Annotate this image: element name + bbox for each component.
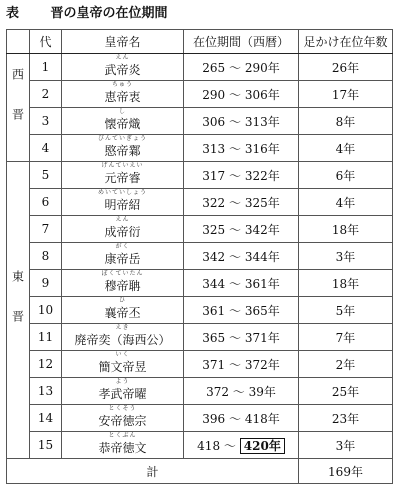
emperor-name-cell [62,108,184,135]
reign-end-year: 342 [244,222,268,237]
name-ruby: びんていぎょう [97,135,147,142]
reign-end [245,196,280,210]
reign-start: 344 [202,276,226,291]
reign-tilde: 〜 [228,195,241,210]
reign-end [245,88,280,102]
emperor-name: 安帝徳宗 [98,414,147,428]
reign-years: 26年 [299,54,393,81]
reign-period [184,135,299,162]
year-suffix: 年 [267,195,280,210]
emperor-name-cell [62,405,184,432]
reign-start: 372 [206,384,229,399]
emperor-name-cell [62,162,184,189]
name-ruby: えん [115,216,130,223]
year-suffix: 年 [263,384,276,399]
name-ruby: えき [115,324,130,331]
reign-end [245,412,280,426]
reign-end [245,277,280,291]
table-row [7,324,393,351]
reign-end-year: 322 [244,168,268,183]
reign-years: 2年 [299,351,393,378]
emperor-name: 明帝紹 [104,198,141,212]
emperor-name: 廃帝奕（海西公） [74,333,171,347]
table-title [6,4,168,24]
reign-tilde: 〜 [228,249,241,264]
reign-start: 306 [202,114,226,129]
header-generation: 代 [30,30,62,54]
name-ruby: いく [115,351,130,358]
reign-period [184,405,299,432]
table-row [7,270,393,297]
year-suffix: 年 [267,357,280,372]
reign-end-year: 418 [244,411,268,426]
reign-years: 3年 [299,432,393,459]
reign-end [249,385,276,399]
dynasty-east: 東晋 [7,162,30,459]
reign-tilde: 〜 [223,438,236,453]
name-ruby: えん [115,54,130,61]
year-suffix: 年 [267,276,280,291]
year-suffix: 年 [267,114,280,129]
reign-end [245,61,280,75]
emperor-name-cell [62,216,184,243]
year-suffix: 年 [267,87,280,102]
reign-period [184,324,299,351]
emperor-name-cell [62,243,184,270]
year-suffix: 年 [268,438,281,453]
table-row [7,135,393,162]
reign-period [184,108,299,135]
emperor-name-cell [62,324,184,351]
reign-tilde: 〜 [228,87,241,102]
table-row [7,378,393,405]
reign-end-year: 325 [244,195,268,210]
emperor-table [6,29,393,484]
table-row [7,405,393,432]
reign-end [245,169,280,183]
header-emperor-name: 皇帝名 [62,30,184,54]
reign-end-year: 290 [244,60,268,75]
table-row [7,54,393,81]
reign-start: 313 [202,141,226,156]
emperor-name-cell [62,189,184,216]
emperor-name: 孝武帝曜 [98,387,147,401]
reign-years: 4年 [299,135,393,162]
emperor-name-cell [62,378,184,405]
reign-years: 18年 [299,270,393,297]
row-number: 11 [30,324,62,351]
reign-end [245,115,280,129]
name-ruby: げんていえい [101,162,144,169]
reign-tilde: 〜 [228,222,241,237]
year-suffix: 年 [267,249,280,264]
reign-years: 3年 [299,243,393,270]
emperor-name: 康帝岳 [104,252,141,266]
reign-start: 342 [202,249,226,264]
name-ruby: とくそう [108,405,137,412]
row-number: 12 [30,351,62,378]
emperor-name-cell [62,432,184,459]
reign-years: 5年 [299,297,393,324]
header-reign-period: 在位期間（西暦） [184,30,299,54]
reign-tilde: 〜 [228,168,241,183]
row-number: 1 [30,54,62,81]
reign-start: 317 [202,168,226,183]
year-suffix: 年 [267,168,280,183]
row-number: 10 [30,297,62,324]
table-body [7,54,393,484]
reign-period [184,243,299,270]
reign-end [240,438,285,454]
reign-end [245,331,280,345]
row-number: 2 [30,81,62,108]
reign-tilde: 〜 [228,141,241,156]
reign-start: 322 [202,195,226,210]
reign-period [184,162,299,189]
year-suffix: 年 [267,222,280,237]
reign-years: 4年 [299,189,393,216]
emperor-name: 成帝衍 [104,225,141,239]
reign-period [184,270,299,297]
reign-period [184,378,299,405]
emperor-name: 武帝炎 [104,63,141,77]
table-row [7,189,393,216]
table-row [7,297,393,324]
reign-period [184,189,299,216]
reign-tilde: 〜 [228,330,241,345]
reign-tilde: 〜 [228,276,241,291]
emperor-name: 恵帝衷 [104,90,141,104]
reign-end-year: 39 [248,384,264,399]
reign-end-year: 306 [244,87,268,102]
emperor-name: 襄帝丕 [104,306,141,320]
name-ruby: よう [115,378,130,385]
row-number: 5 [30,162,62,189]
year-suffix: 年 [267,330,280,345]
reign-end [245,223,280,237]
reign-years: 17年 [299,81,393,108]
reign-years: 7年 [299,324,393,351]
table-caption: 晋の皇帝の在位期間 [50,6,168,21]
reign-period [184,54,299,81]
header-dynasty [7,30,30,54]
emperor-name-cell [62,54,184,81]
reign-tilde: 〜 [232,384,245,399]
reign-tilde: 〜 [228,411,241,426]
emperor-name: 簡文帝昱 [98,360,147,374]
reign-end-year: 365 [244,303,268,318]
emperor-name-cell [62,351,184,378]
reign-tilde: 〜 [228,114,241,129]
row-number: 9 [30,270,62,297]
year-suffix: 年 [267,60,280,75]
name-ruby: ひ [118,297,126,304]
reign-end [245,304,280,318]
row-number: 14 [30,405,62,432]
table-row [7,162,393,189]
reign-years: 23年 [299,405,393,432]
reign-end-year: 316 [244,141,268,156]
row-number: 3 [30,108,62,135]
reign-end-year: 420 [243,438,269,453]
reign-years: 8年 [299,108,393,135]
name-ruby: めいていしょう [97,189,147,196]
emperor-name: 懐帝熾 [104,117,141,131]
name-ruby: がく [115,243,130,250]
reign-start: 325 [202,222,226,237]
year-suffix: 年 [267,141,280,156]
total-row [7,459,393,484]
reign-period [184,81,299,108]
name-ruby: ちゅう [111,81,133,88]
reign-end [245,250,280,264]
table-label: 表 [6,6,20,21]
header-reign-years: 足かけ在位年数 [299,30,393,54]
reign-period [184,297,299,324]
table-row [7,81,393,108]
table-row [7,216,393,243]
table-row [7,108,393,135]
emperor-name-cell [62,81,184,108]
reign-years: 25年 [299,378,393,405]
emperor-name-cell [62,270,184,297]
row-number: 7 [30,216,62,243]
reign-start: 371 [202,357,226,372]
row-number: 13 [30,378,62,405]
reign-tilde: 〜 [228,303,241,318]
reign-start: 265 [202,60,226,75]
row-number: 6 [30,189,62,216]
emperor-name: 穆帝聃 [104,279,141,293]
reign-tilde: 〜 [228,357,241,372]
reign-start: 396 [202,411,226,426]
reign-period [184,432,299,459]
reign-end-year: 372 [244,357,268,372]
total-value: 169年 [299,459,393,484]
reign-years: 18年 [299,216,393,243]
year-suffix: 年 [267,411,280,426]
dynasty-west: 西晋 [7,54,30,162]
reign-end-year: 313 [244,114,268,129]
reign-period [184,216,299,243]
emperor-name: 元帝睿 [104,171,141,185]
reign-start: 418 [197,438,221,453]
reign-end-year: 371 [244,330,268,345]
name-ruby: とくぶん [108,432,137,439]
emperor-name: 愍帝鄴 [104,144,141,158]
reign-end-year: 344 [244,249,268,264]
total-label: 計 [7,459,299,484]
reign-tilde: 〜 [228,60,241,75]
table-row [7,432,393,459]
table-row [7,243,393,270]
name-ruby: し [118,108,126,115]
emperor-name-cell [62,297,184,324]
table-row [7,351,393,378]
name-ruby: ぼくていたん [101,270,144,277]
emperor-name: 恭帝徳文 [98,441,147,455]
reign-end [245,358,280,372]
reign-start: 361 [202,303,226,318]
row-number: 8 [30,243,62,270]
year-suffix: 年 [267,303,280,318]
row-number: 15 [30,432,62,459]
reign-end-year: 361 [244,276,268,291]
reign-period [184,351,299,378]
header-row [7,30,393,54]
row-number: 4 [30,135,62,162]
reign-years: 6年 [299,162,393,189]
emperor-name-cell [62,135,184,162]
reign-end [245,142,280,156]
reign-start: 365 [202,330,226,345]
reign-start: 290 [202,87,226,102]
